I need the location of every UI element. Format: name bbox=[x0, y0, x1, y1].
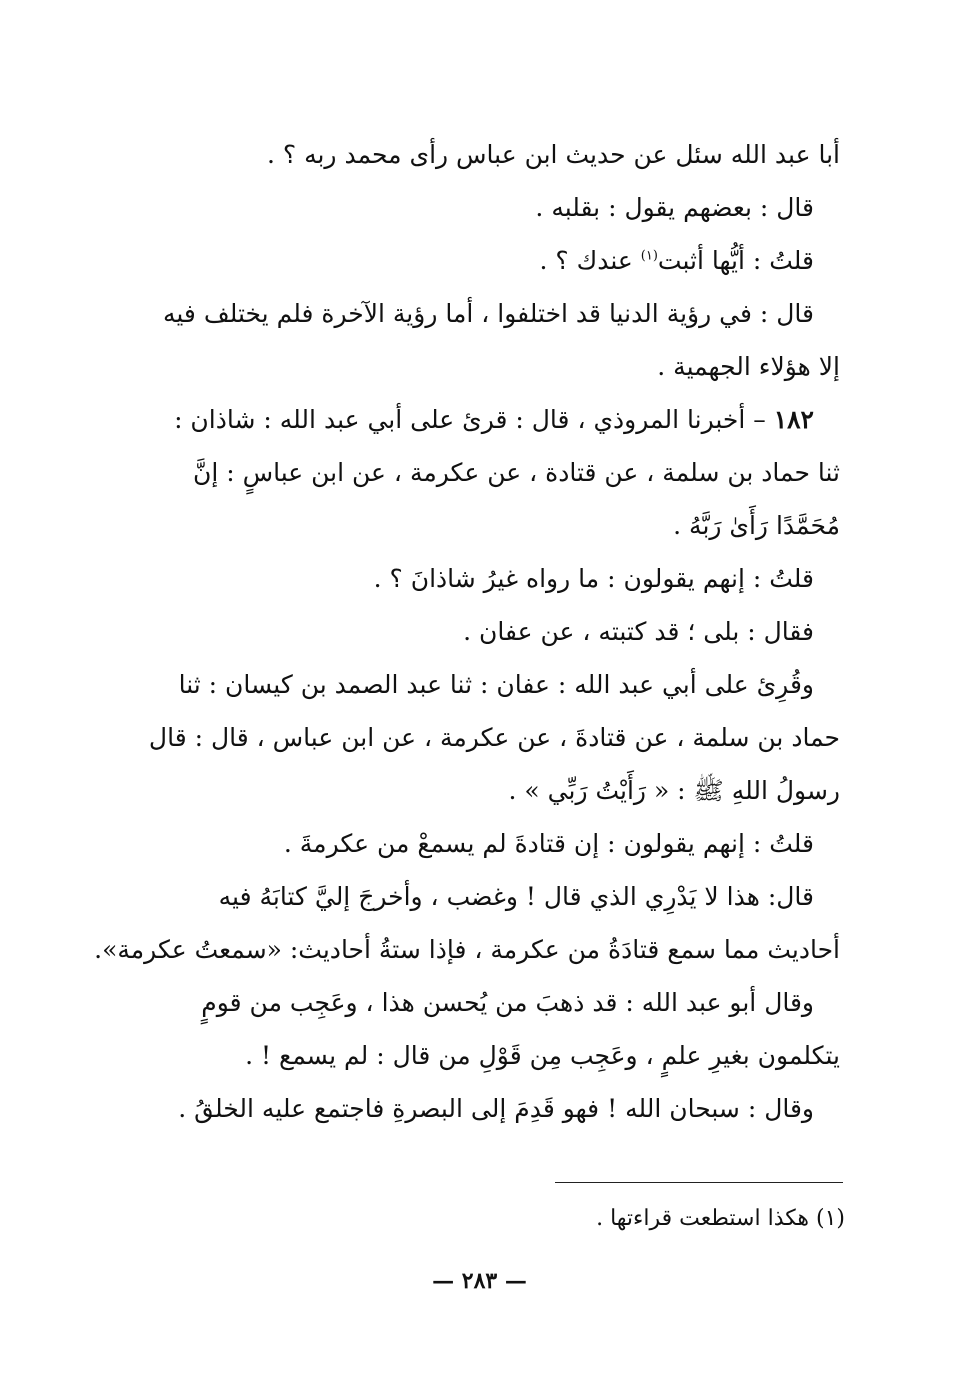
text-line-19: وقال : سبحان الله ! فهو قَدِمَ إلى البصرةِ فاجتمع عليه الخلقُ . bbox=[178, 1094, 814, 1123]
text-line-14: قلتُ : إنهم يقولون : إن قتادةَ لم يسمعْ من عكرمةَ . bbox=[283, 829, 814, 858]
text-line-3 bbox=[128, 234, 840, 287]
footnote-divider bbox=[555, 1182, 843, 1183]
text-line-11: وقُرِئ على أبي عبد الله : عفان : ثنا عبد الصمد بن كيسان : ثنا bbox=[178, 670, 814, 699]
text-line-10: فقال : بلى ؛ قد كتبته ، عن عفان . bbox=[463, 617, 814, 646]
text-line-13: رسولُ اللهِ ﷺ : « رَأَيْتُ رَبِّي » . bbox=[508, 776, 840, 805]
main-text bbox=[94, 128, 840, 1135]
text-line-1: أبا عبد الله سئل عن حديث ابن عباس رأى محمد ربه ؟ . bbox=[266, 140, 840, 169]
text-line-2: قال : بعضهم يقول : بقلبه . bbox=[535, 193, 814, 222]
footnote-ref: (١) bbox=[640, 248, 658, 264]
text-line-8: مُحَمَّدًا رَأَىٰ رَبَّهُ . bbox=[673, 511, 840, 540]
text-line-3-tail: عندك ؟ . bbox=[539, 246, 633, 275]
text-line-18: يتكلمون بغيرِ علمٍ ، وعَجِب مِن قَوْلِ من قال : لم يسمع ! . bbox=[245, 1041, 840, 1070]
hadith-number: ١٨٢ bbox=[773, 405, 814, 434]
text-line-12: حماد بن سلمة ، عن قتادةَ ، عن عكرمة ، عن ابن عباس ، قال : قال bbox=[148, 723, 840, 752]
text-line-9: قلتُ : إنهم يقولون : ما رواه غيرُ شاذانَ ؟ . bbox=[373, 564, 814, 593]
text-line-16: أحاديث مما سمع قتادَةُ من عكرمة ، فإذا ستةُ أحاديث: «سمعتُ عكرمة». bbox=[94, 935, 840, 964]
footnote: (١) هكذا استطعت قراءتها . bbox=[596, 1206, 845, 1231]
text-line-15: قال: هذا لا يَدْرِي الذي قال ! وغضب ، وأخرجَ إليَّ كتابَهُ فيه bbox=[218, 882, 814, 911]
text-line-17: وقال أبو عبد الله : قد ذهبَ من يُحسن هذا ، وعَجِب من قومٍ bbox=[201, 988, 814, 1017]
text-line-5: إلا هؤلاء الجهمية . bbox=[657, 352, 840, 381]
text-line-7: ثنا حماد بن سلمة ، عن قتادة ، عن عكرمة ، عن ابن عباسٍ : إنَّ bbox=[192, 458, 840, 487]
text-line-6 bbox=[128, 393, 840, 446]
text-line-3-head: قلتُ : أيُّها أثبت bbox=[657, 246, 814, 275]
page-number: — ٢٨٣ — bbox=[432, 1268, 527, 1294]
text-line-6-body: – أخبرنا المروذي ، قال : قرئ على أبي عبد الله : شاذان : bbox=[174, 405, 766, 434]
text-line-4: قال : في رؤية الدنيا قد اختلفوا ، أما رؤية الآخرة فلم يختلف فيه bbox=[162, 299, 814, 328]
